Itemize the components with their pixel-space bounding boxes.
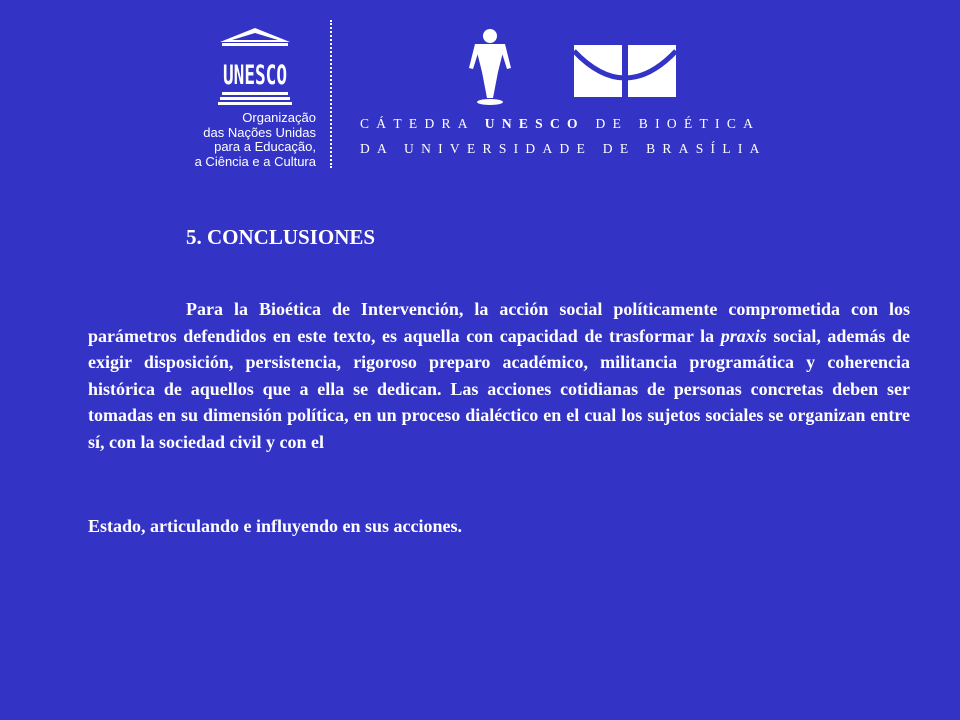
unesco-caption-line: Organização xyxy=(242,110,316,125)
catedra-prefix: CÁTEDRA xyxy=(360,116,485,131)
unesco-logo xyxy=(218,26,292,106)
paragraph-part-2: social, además de exigir disposición, persistencia, rigoroso preparo académico, militancia programática y coherencia histórica de aquellos que a ella se dedican. Las acciones cotidianas de personas concretas deben ser tomadas en su dimensión política, en un proceso dialéctico en el cual los sujetos sociales se organizan entre sí, con la sociedad civil y con el xyxy=(88,325,911,452)
section-title: 5. CONCLUSIONES xyxy=(186,225,376,249)
unesco-caption-line: das Nações Unidas xyxy=(203,124,316,140)
paragraph-italic: praxis xyxy=(720,325,767,346)
header xyxy=(0,0,960,200)
catedra-suffix: DE BIOÉTICA xyxy=(584,116,761,131)
unesco-caption-line: a Ciência e a Cultura xyxy=(194,153,316,169)
unesco-caption xyxy=(180,111,316,169)
body-paragraph xyxy=(88,296,910,455)
paragraph-last-line: Estado, articulando e influyendo en sus acciones. xyxy=(88,516,463,536)
unesco-caption-line: para a Educação, xyxy=(214,139,316,154)
unesco-logo-text: UNESCO xyxy=(223,60,287,91)
catedra-line-2: DA UNIVERSIDADE DE BRASÍLIA xyxy=(360,141,767,156)
catedra-unesco: UNESCO xyxy=(484,116,585,131)
dotted-divider xyxy=(330,20,332,168)
catedra-line-1 xyxy=(360,116,780,132)
human-figure-logo xyxy=(465,28,515,106)
unb-logo xyxy=(574,45,676,97)
paragraph-part-1: Para la Bioética de Intervención, la acción social políticamente comprometida con los parámetros defendidos en este texto, es aquella con capacidad de trasformar la xyxy=(88,299,910,346)
